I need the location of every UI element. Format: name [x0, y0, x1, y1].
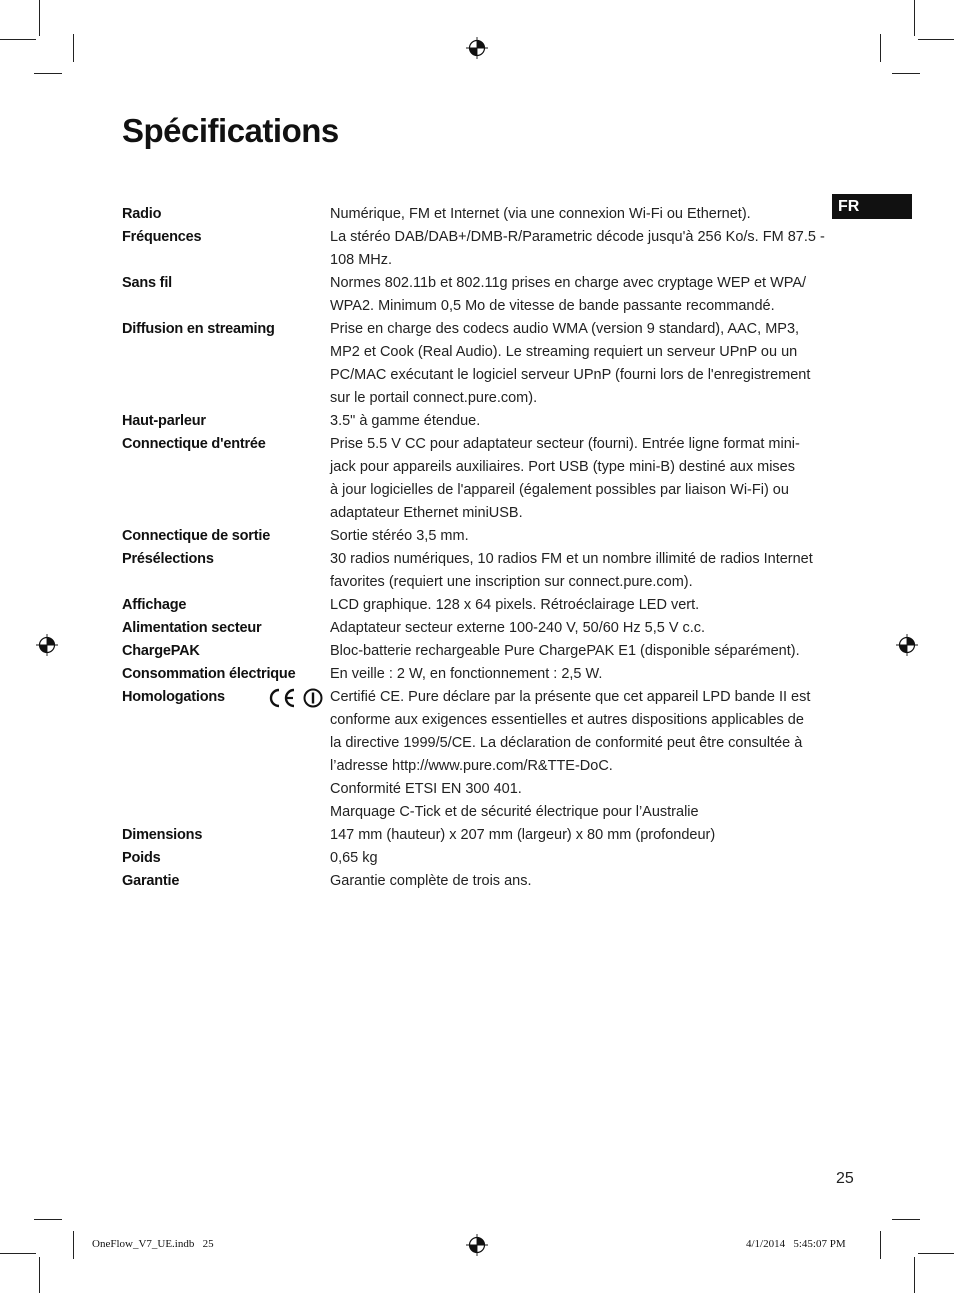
crop-mark — [73, 34, 74, 62]
spec-row — [122, 226, 832, 272]
spec-value — [330, 640, 832, 663]
crop-mark — [914, 1257, 915, 1293]
spec-value-line: 147 mm (hauteur) x 207 mm (largeur) x 80 mm (profondeur) — [330, 827, 716, 843]
language-tab: FR — [832, 194, 912, 219]
spec-value — [330, 525, 832, 548]
spec-label: Fréquences — [122, 229, 202, 245]
spec-label: Consommation électrique — [122, 666, 296, 682]
spec-value-line: Prise en charge des codecs audio WMA (version 9 standard), AAC, MP3, — [330, 321, 800, 337]
spec-label: Homologations — [122, 686, 330, 824]
spec-label: Connectique d'entrée — [122, 436, 266, 452]
crop-mark — [892, 1219, 920, 1220]
spec-row — [122, 617, 832, 640]
spec-value-line: LCD graphique. 128 x 64 pixels. Rétroéclairage LED vert. — [330, 597, 700, 613]
spec-label: Affichage — [122, 597, 187, 613]
specifications-table — [122, 203, 832, 893]
spec-value-line: la directive 1999/5/CE. La déclaration de conformité peut être consultée à — [330, 735, 803, 751]
crop-mark — [918, 1253, 954, 1254]
crop-mark — [39, 1257, 40, 1293]
spec-value-line: Adaptateur secteur externe 100-240 V, 50/60 Hz 5,5 V c.c. — [330, 620, 706, 636]
spec-row — [122, 824, 832, 847]
spec-value-line: Sortie stéréo 3,5 mm. — [330, 528, 469, 544]
crop-mark — [34, 73, 62, 74]
spec-value-line: Certifié CE. Pure déclare par la présente que cet appareil LPD bande II est — [330, 689, 811, 705]
spec-row — [122, 433, 832, 525]
spec-value — [330, 663, 832, 686]
spec-row — [122, 594, 832, 617]
spec-value-line: MP2 et Cook (Real Audio). Le streaming requiert un serveur UPnP ou un — [330, 344, 798, 360]
spec-value-line: Numérique, FM et Internet (via une connexion Wi-Fi ou Ethernet). — [330, 206, 751, 222]
spec-value-line: En veille : 2 W, en fonctionnement : 2,5 W. — [330, 666, 603, 682]
spec-value — [330, 203, 832, 226]
spec-value-line: Prise 5.5 V CC pour adaptateur secteur (fourni). Entrée ligne format mini- — [330, 436, 800, 452]
spec-value-line: adaptateur Ethernet miniUSB. — [330, 505, 523, 521]
spec-value-line: à jour logicielles de l'appareil (également possibles par liaison Wi-Fi) ou — [330, 482, 789, 498]
spec-value — [330, 318, 832, 410]
spec-value-line: l’adresse http://www.pure.com/R&TTE-DoC. — [330, 758, 613, 774]
spec-row — [122, 663, 832, 686]
ce-certification-icon — [268, 687, 324, 709]
spec-value-line: La stéréo DAB/DAB+/DMB-R/Parametric décode jusqu'à 256 Ko/s. FM 87.5 - — [330, 229, 825, 245]
spec-label: Garantie — [122, 873, 180, 889]
page-title: Spécifications — [122, 112, 339, 149]
spec-value-line: WPA2. Minimum 0,5 Mo de vitesse de bande passante recommandé. — [330, 298, 775, 314]
spec-row — [122, 410, 832, 433]
spec-value-line: 0,65 kg — [330, 850, 378, 866]
spec-value-line: Bloc-batterie rechargeable Pure ChargePAK E1 (disponible séparément). — [330, 643, 800, 659]
spec-row — [122, 318, 832, 410]
crop-mark — [39, 0, 40, 36]
spec-value — [330, 226, 832, 272]
spec-value — [330, 272, 832, 318]
spec-value — [330, 617, 832, 640]
crop-mark — [73, 1231, 74, 1259]
spec-value — [330, 410, 832, 433]
crop-mark — [880, 34, 881, 62]
spec-value — [330, 594, 832, 617]
crop-mark — [892, 73, 920, 74]
spec-value-line: favorites (requiert une inscription sur connect.pure.com). — [330, 574, 693, 590]
footer-timestamp: 4/1/2014 5:45:07 PM — [746, 1238, 846, 1250]
registration-mark-icon — [36, 634, 58, 656]
spec-row — [122, 203, 832, 226]
spec-value — [330, 870, 832, 893]
page-number: 25 — [836, 1170, 854, 1187]
registration-mark-icon — [466, 1234, 488, 1256]
spec-value-line: Marquage C-Tick et de sécurité électrique pour l’Australie — [330, 804, 699, 820]
crop-mark — [880, 1231, 881, 1259]
spec-label: Connectique de sortie — [122, 528, 271, 544]
spec-value-line: conforme aux exigences essentielles et autres dispositions applicables de — [330, 712, 804, 728]
registration-mark-icon — [466, 37, 488, 59]
crop-mark — [918, 39, 954, 40]
spec-label: Présélections — [122, 551, 214, 567]
spec-label: Poids — [122, 850, 161, 866]
spec-value-line: 3.5" à gamme étendue. — [330, 413, 481, 429]
spec-value-line: Normes 802.11b et 802.11g prises en charge avec cryptage WEP et WPA/ — [330, 275, 807, 291]
spec-value-line: sur le portail connect.pure.com). — [330, 390, 538, 406]
spec-row — [122, 686, 832, 824]
spec-label: Haut-parleur — [122, 413, 206, 429]
crop-mark — [34, 1219, 62, 1220]
crop-mark — [0, 1253, 36, 1254]
spec-row — [122, 548, 832, 594]
spec-label: Dimensions — [122, 827, 203, 843]
footer-file-info: OneFlow_V7_UE.indb 25 — [92, 1238, 214, 1250]
spec-row — [122, 272, 832, 318]
spec-label: Radio — [122, 206, 162, 222]
spec-value — [330, 686, 832, 824]
spec-value-line: PC/MAC exécutant le logiciel serveur UPnP (fourni lors de l'enregistrement — [330, 367, 811, 383]
spec-value — [330, 433, 832, 525]
spec-row — [122, 870, 832, 893]
spec-value-line: 30 radios numériques, 10 radios FM et un nombre illimité de radios Internet — [330, 551, 813, 567]
spec-label: Diffusion en streaming — [122, 321, 275, 337]
spec-value-line: jack pour appareils auxiliaires. Port USB (type mini-B) destiné aux mises — [330, 459, 795, 475]
crop-mark — [0, 39, 36, 40]
registration-mark-icon — [896, 634, 918, 656]
spec-row — [122, 525, 832, 548]
spec-value — [330, 548, 832, 594]
spec-label: Alimentation secteur — [122, 620, 262, 636]
crop-mark — [914, 0, 915, 36]
spec-value-line: Conformité ETSI EN 300 401. — [330, 781, 522, 797]
spec-label: ChargePAK — [122, 643, 200, 659]
spec-row — [122, 640, 832, 663]
spec-value — [330, 847, 832, 870]
spec-label: Sans fil — [122, 275, 172, 291]
spec-value-line: Garantie complète de trois ans. — [330, 873, 532, 889]
spec-value — [330, 824, 832, 847]
spec-value-line: 108 MHz. — [330, 252, 393, 268]
spec-row — [122, 847, 832, 870]
